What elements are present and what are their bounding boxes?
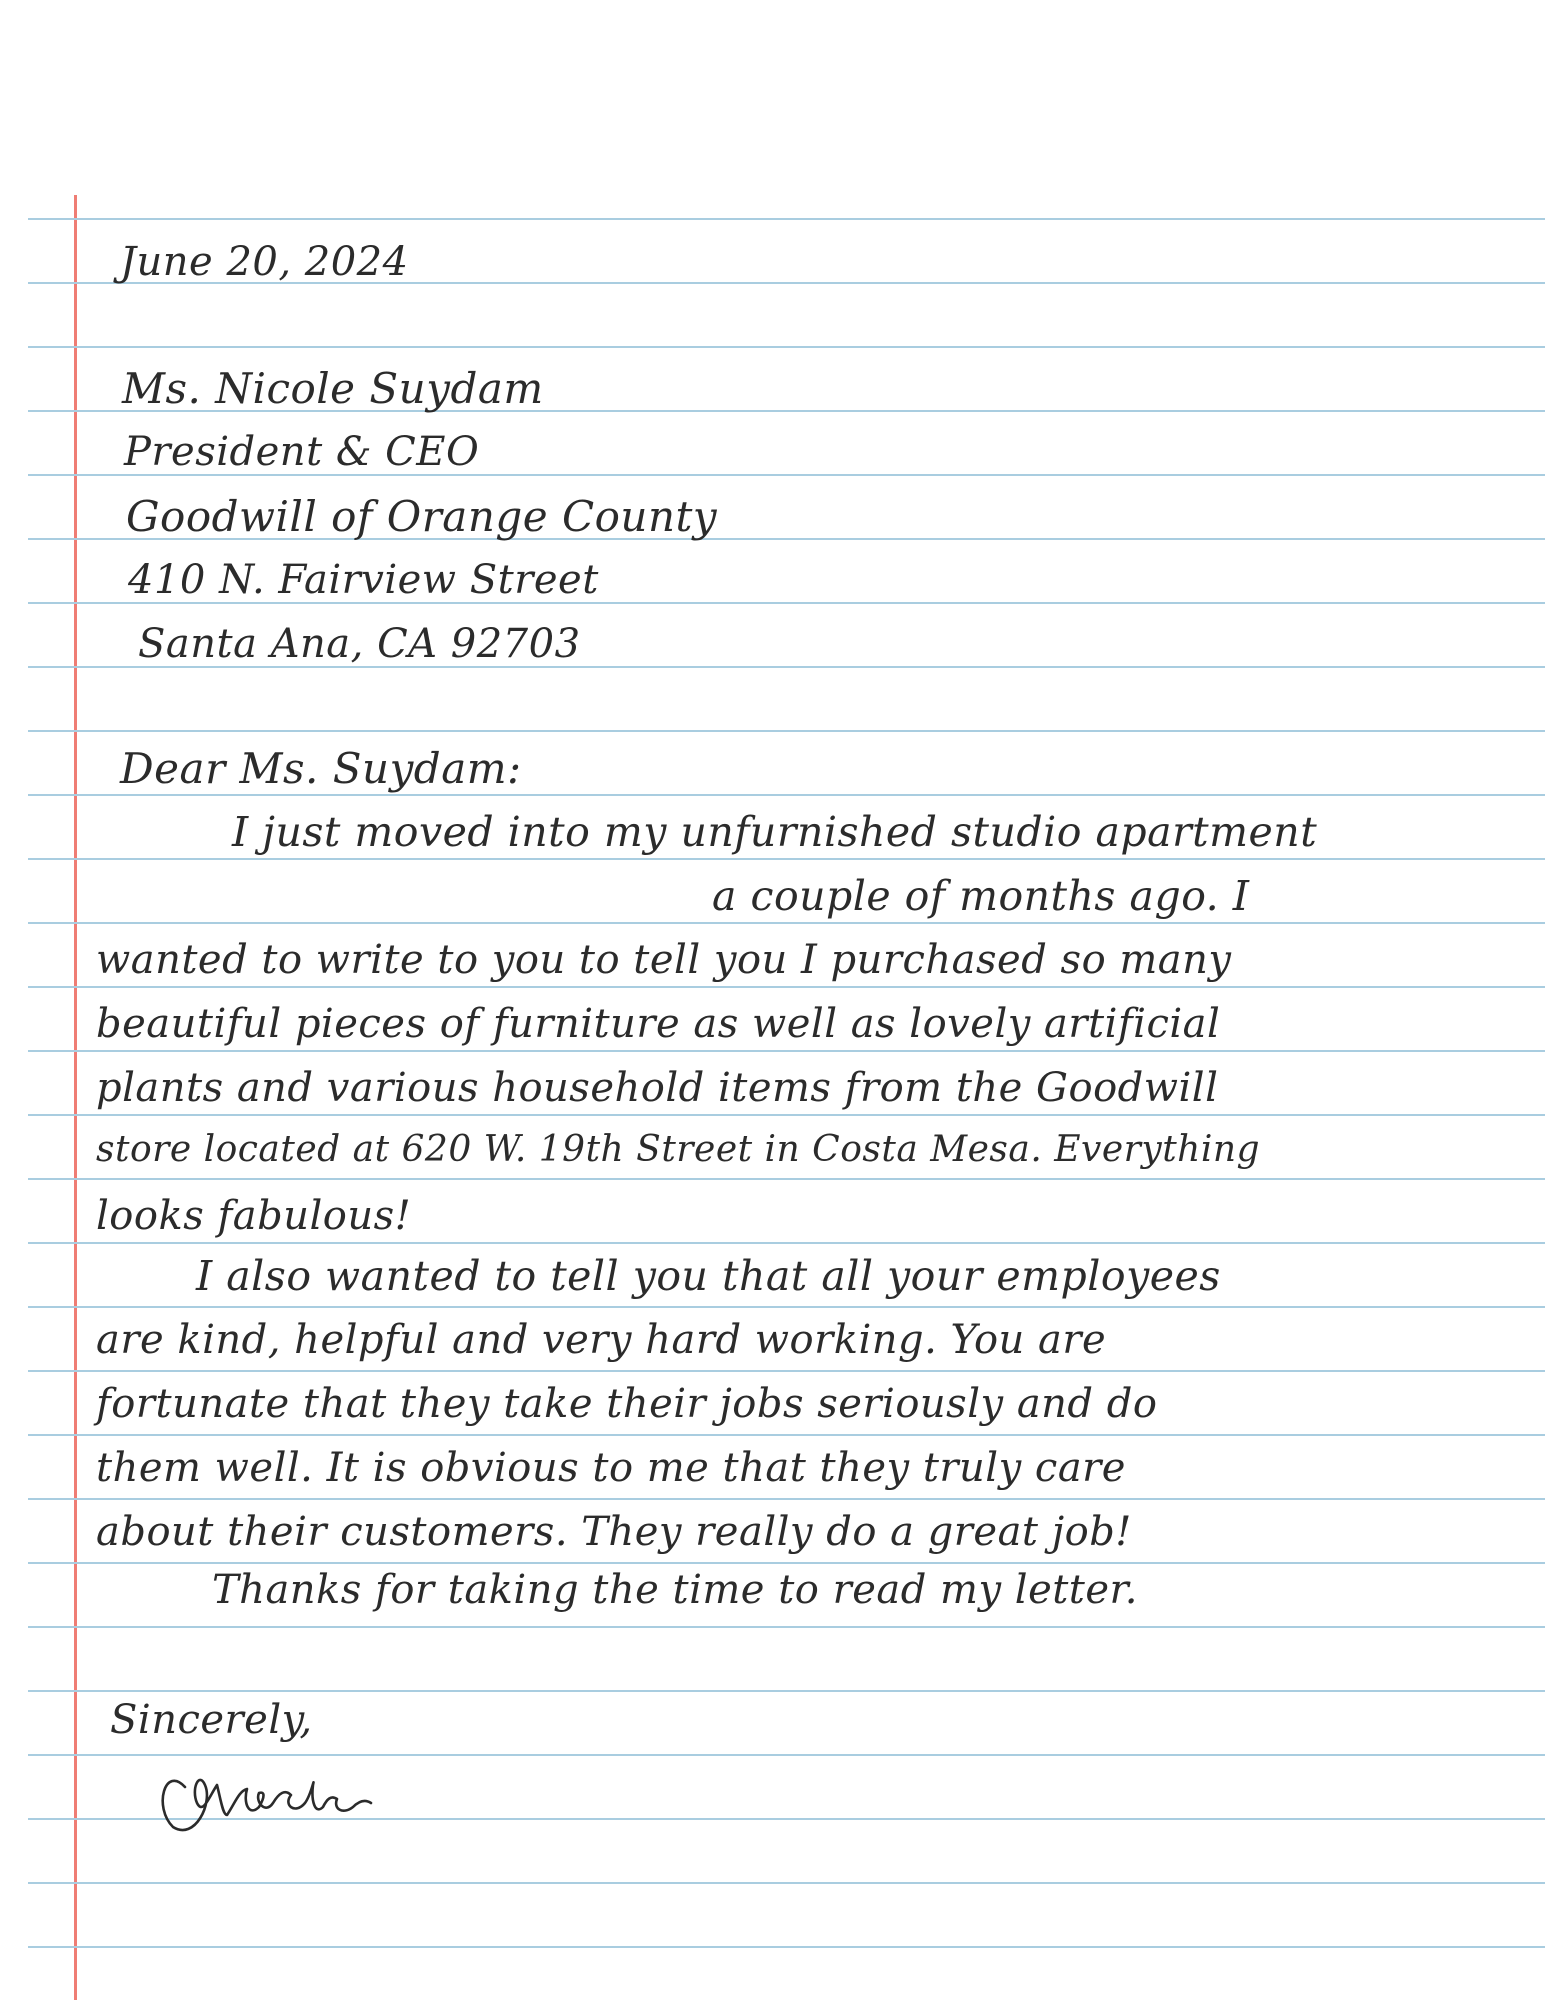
body-line: I also wanted to tell you that all your employees (196, 1252, 1221, 1300)
ruled-line (28, 922, 1545, 924)
body-line: fortunate that they take their jobs seriously and do (96, 1381, 1158, 1427)
body-line: a couple of months ago. I (712, 872, 1250, 920)
body-line: are kind, helpful and very hard working. You are (96, 1317, 1107, 1363)
ruled-line (28, 858, 1545, 860)
ruled-line (28, 346, 1545, 348)
letter-date: June 20, 2024 (120, 239, 409, 285)
body-line: wanted to write to you to tell you I purchased so many (96, 937, 1232, 983)
recipient-title: President & CEO (124, 429, 480, 475)
recipient-organization: Goodwill of Orange County (126, 492, 718, 541)
ruled-line (28, 1114, 1545, 1116)
ruled-line (28, 1370, 1545, 1372)
ruled-line (28, 1690, 1545, 1692)
recipient-name: Ms. Nicole Suydam (122, 364, 544, 413)
body-line: Thanks for taking the time to read my letter. (212, 1567, 1138, 1613)
ruled-line (28, 1306, 1545, 1308)
body-line: beautiful pieces of furniture as well as lovely artificial (96, 1001, 1221, 1047)
signature (155, 1745, 375, 1835)
ruled-line (28, 1946, 1545, 1948)
ruled-line (28, 986, 1545, 988)
body-line: plants and various household items from the Goodwill (96, 1065, 1219, 1111)
body-line: looks fabulous! (96, 1193, 412, 1239)
body-line: store located at 620 W. 19th Street in Costa Mesa. Everything (96, 1129, 1261, 1170)
ruled-line (28, 1178, 1545, 1180)
ruled-line (28, 1498, 1545, 1500)
recipient-city-line: Santa Ana, CA 92703 (138, 621, 581, 667)
body-line: I just moved into my unfurnished studio apartment (232, 808, 1318, 856)
recipient-street: 410 N. Fairview Street (128, 557, 599, 603)
salutation: Dear Ms. Suydam: (120, 744, 522, 793)
closing: Sincerely, (110, 1697, 313, 1743)
ruled-line (28, 1882, 1545, 1884)
body-line: them well. It is obvious to me that they truly care (96, 1445, 1126, 1491)
ruled-line (28, 1434, 1545, 1436)
ruled-line (28, 1626, 1545, 1628)
ruled-line (28, 1242, 1545, 1244)
body-line: about their customers. They really do a great job! (96, 1509, 1132, 1555)
ruled-line (28, 218, 1545, 220)
ruled-line (28, 730, 1545, 732)
margin-line (74, 195, 77, 2000)
ruled-line (28, 1050, 1545, 1052)
ruled-line (28, 794, 1545, 796)
ruled-line (28, 1562, 1545, 1564)
